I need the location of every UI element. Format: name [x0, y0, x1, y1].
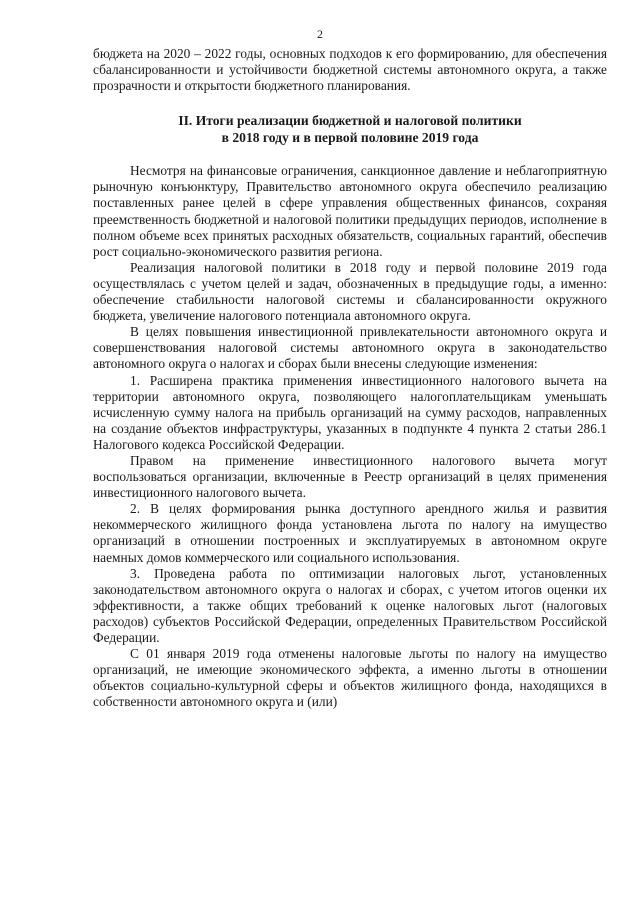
section-title	[93, 112, 607, 146]
paragraph-item-3: 3. Проведена работа по оптимизации налоговых льгот, установленных законодательством автономного округа о налогах и сборах, с учетом итогов оценки их эффективности, а также общих требований к оценке налоговых льгот (налоговых расходов) субъектов Российской Федерации, определенных Правительством Российской Федерации.	[93, 565, 607, 645]
document-body	[93, 46, 607, 710]
paragraph-item-2: 2. В целях формирования рынка доступного арендного жилья и развития некоммерческого жилищного фонда установлена льгота по налогу на имущество организаций в отношении построенных и эксплуатируемых в автономном округе наемных домов коммерческого или социального использования.	[93, 501, 607, 565]
paragraph-tax-policy: Реализация налоговой политики в 2018 году и первой половине 2019 года осуществлялась с учетом целей и задач, обозначенных в предыдущие годы, а именно: обеспечение стабильности налоговой системы и сбалансированности окружного бюджета, увеличение налогового потенциала автономного округа.	[93, 259, 607, 324]
paragraph-item-1-note: Правом на применение инвестиционного налогового вычета могут воспользоваться организации, включенные в Реестр организаций в целях применения инвестиционного налогового вычета.	[93, 452, 607, 501]
paragraph-overview: Несмотря на финансовые ограничения, санкционное давление и неблагоприятную рыночную конъюнктуру, Правительство автономного округа обеспечило реализацию поставленных ранее целей в сфере управления общественных финансов, сохраняя преемственность бюджетной и налоговой политики предыдущих периодов, исполнение в полном объеме всех принятых расходных обязательств, социальных гарантий, обеспечив рост социально-экономического развития региона.	[93, 163, 607, 259]
section-title-line-2: в 2018 году и в первой половине 2019 года	[221, 130, 479, 146]
paragraph-item-3-detail: С 01 января 2019 года отменены налоговые льготы по налогу на имущество организаций, не имеющие экономического эффекта, а именно льготы в отношении объектов социально-культурной сферы и объектов жилищного фонда, находящихся в собственности автономного округа и (или)	[93, 646, 607, 710]
intro-paragraph: бюджета на 2020 – 2022 годы, основных подходов к его формированию, для обеспечения сбалансированности и устойчивости бюджетной системы автономного округа, а также прозрачности и открытости бюджетного планирования.	[93, 46, 607, 94]
paragraph-item-1: 1. Расширена практика применения инвестиционного налогового вычета на территории автономного округа, позволяющего налогоплательщикам уменьшать исчисленную сумму налога на прибыль организаций на сумму расходов, направленных на создание объектов инфраструктуры, указанных в подпункте 4 пункта 2 статьи 286.1 Налогового кодекса Российской Федерации.	[93, 372, 607, 452]
page-number: 2	[317, 27, 323, 41]
section-title-line-1: II. Итоги реализации бюджетной и налоговой политики	[178, 113, 522, 129]
paragraph-changes-intro: В целях повышения инвестиционной привлекательности автономного округа и совершенствования налоговой системы автономного округа в законодательство автономного округа о налогах и сборах были внесены следующие изменения:	[93, 324, 607, 372]
